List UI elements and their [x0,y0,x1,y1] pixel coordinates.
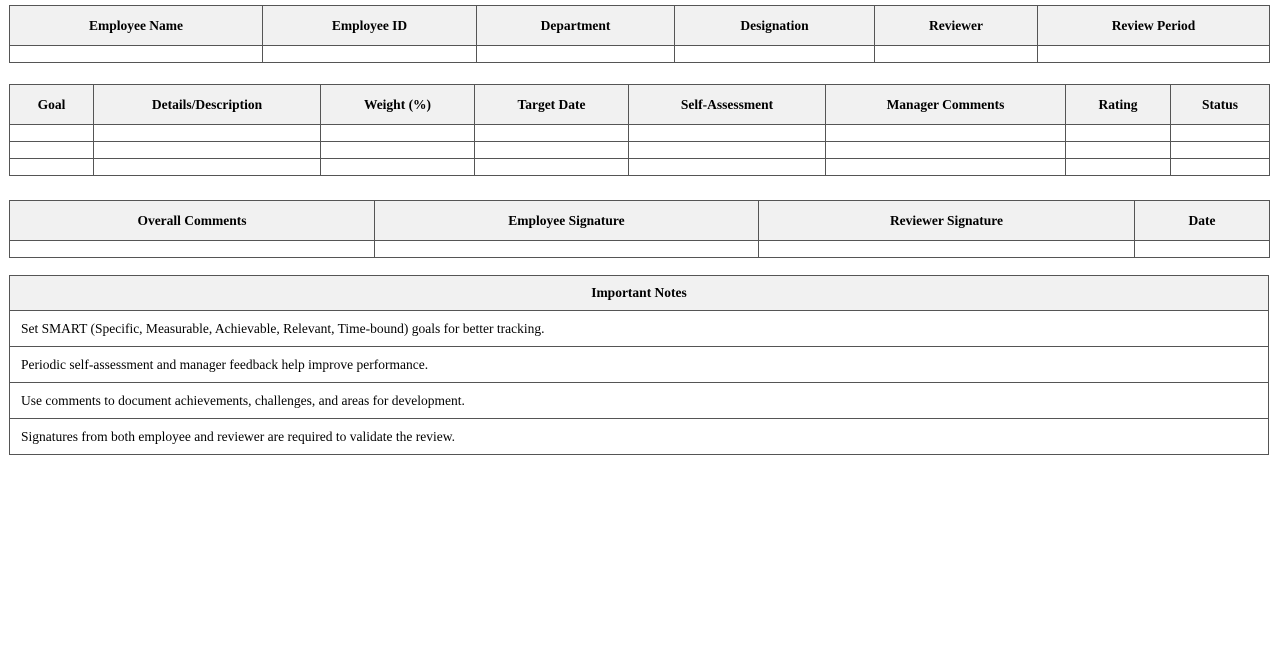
header-employee-name: Employee Name [10,6,263,46]
cell-status[interactable] [1171,159,1270,176]
table-header-row [10,201,1270,241]
table-header-row [10,85,1270,125]
cell-goal[interactable] [10,142,94,159]
cell-reviewer-signature[interactable] [759,241,1135,258]
table-row [10,142,1270,159]
notes-heading: Important Notes [10,276,1269,311]
note-item-3: Use comments to document achievements, challenges, and areas for development. [10,383,1269,419]
header-reviewer: Reviewer [875,6,1038,46]
header-rating: Rating [1066,85,1171,125]
important-notes-table [9,275,1269,455]
header-department: Department [477,6,675,46]
cell-details[interactable] [94,142,321,159]
header-designation: Designation [675,6,875,46]
header-weight: Weight (%) [321,85,475,125]
note-row [10,311,1269,347]
header-date: Date [1135,201,1270,241]
cell-details[interactable] [94,159,321,176]
cell-rating[interactable] [1066,159,1171,176]
cell-employee-signature[interactable] [375,241,759,258]
spacer [0,176,1278,200]
cell-status[interactable] [1171,142,1270,159]
note-item-4: Signatures from both employee and reviewer are required to validate the review. [10,419,1269,455]
cell-employee-id[interactable] [263,46,477,63]
cell-details[interactable] [94,125,321,142]
cell-date[interactable] [1135,241,1270,258]
cell-self-assessment[interactable] [629,142,826,159]
note-row [10,419,1269,455]
cell-reviewer[interactable] [875,46,1038,63]
employee-info-table [9,5,1270,63]
note-row [10,347,1269,383]
cell-target-date[interactable] [475,125,629,142]
header-status: Status [1171,85,1270,125]
header-manager-comments: Manager Comments [826,85,1066,125]
header-employee-id: Employee ID [263,6,477,46]
table-row [10,46,1270,63]
cell-manager-comments[interactable] [826,159,1066,176]
header-review-period: Review Period [1038,6,1270,46]
notes-header-row [10,276,1269,311]
cell-review-period[interactable] [1038,46,1270,63]
cell-weight[interactable] [321,159,475,176]
cell-employee-name[interactable] [10,46,263,63]
cell-weight[interactable] [321,125,475,142]
header-details: Details/Description [94,85,321,125]
cell-weight[interactable] [321,142,475,159]
cell-goal[interactable] [10,159,94,176]
note-item-2: Periodic self-assessment and manager feedback help improve performance. [10,347,1269,383]
cell-goal[interactable] [10,125,94,142]
cell-rating[interactable] [1066,142,1171,159]
note-item-1: Set SMART (Specific, Measurable, Achievable, Relevant, Time-bound) goals for better tracking. [10,311,1269,347]
goals-table [9,84,1270,176]
header-overall-comments: Overall Comments [10,201,375,241]
table-row [10,159,1270,176]
cell-self-assessment[interactable] [629,125,826,142]
cell-overall-comments[interactable] [10,241,375,258]
header-employee-signature: Employee Signature [375,201,759,241]
table-header-row [10,6,1270,46]
cell-target-date[interactable] [475,142,629,159]
cell-rating[interactable] [1066,125,1171,142]
header-goal: Goal [10,85,94,125]
table-row [10,125,1270,142]
header-target-date: Target Date [475,85,629,125]
cell-target-date[interactable] [475,159,629,176]
cell-designation[interactable] [675,46,875,63]
spacer [0,63,1278,84]
table-row [10,241,1270,258]
signature-table [9,200,1270,258]
cell-self-assessment[interactable] [629,159,826,176]
note-row [10,383,1269,419]
header-reviewer-signature: Reviewer Signature [759,201,1135,241]
cell-manager-comments[interactable] [826,125,1066,142]
cell-status[interactable] [1171,125,1270,142]
cell-manager-comments[interactable] [826,142,1066,159]
spacer [0,258,1278,275]
header-self-assessment: Self-Assessment [629,85,826,125]
cell-department[interactable] [477,46,675,63]
